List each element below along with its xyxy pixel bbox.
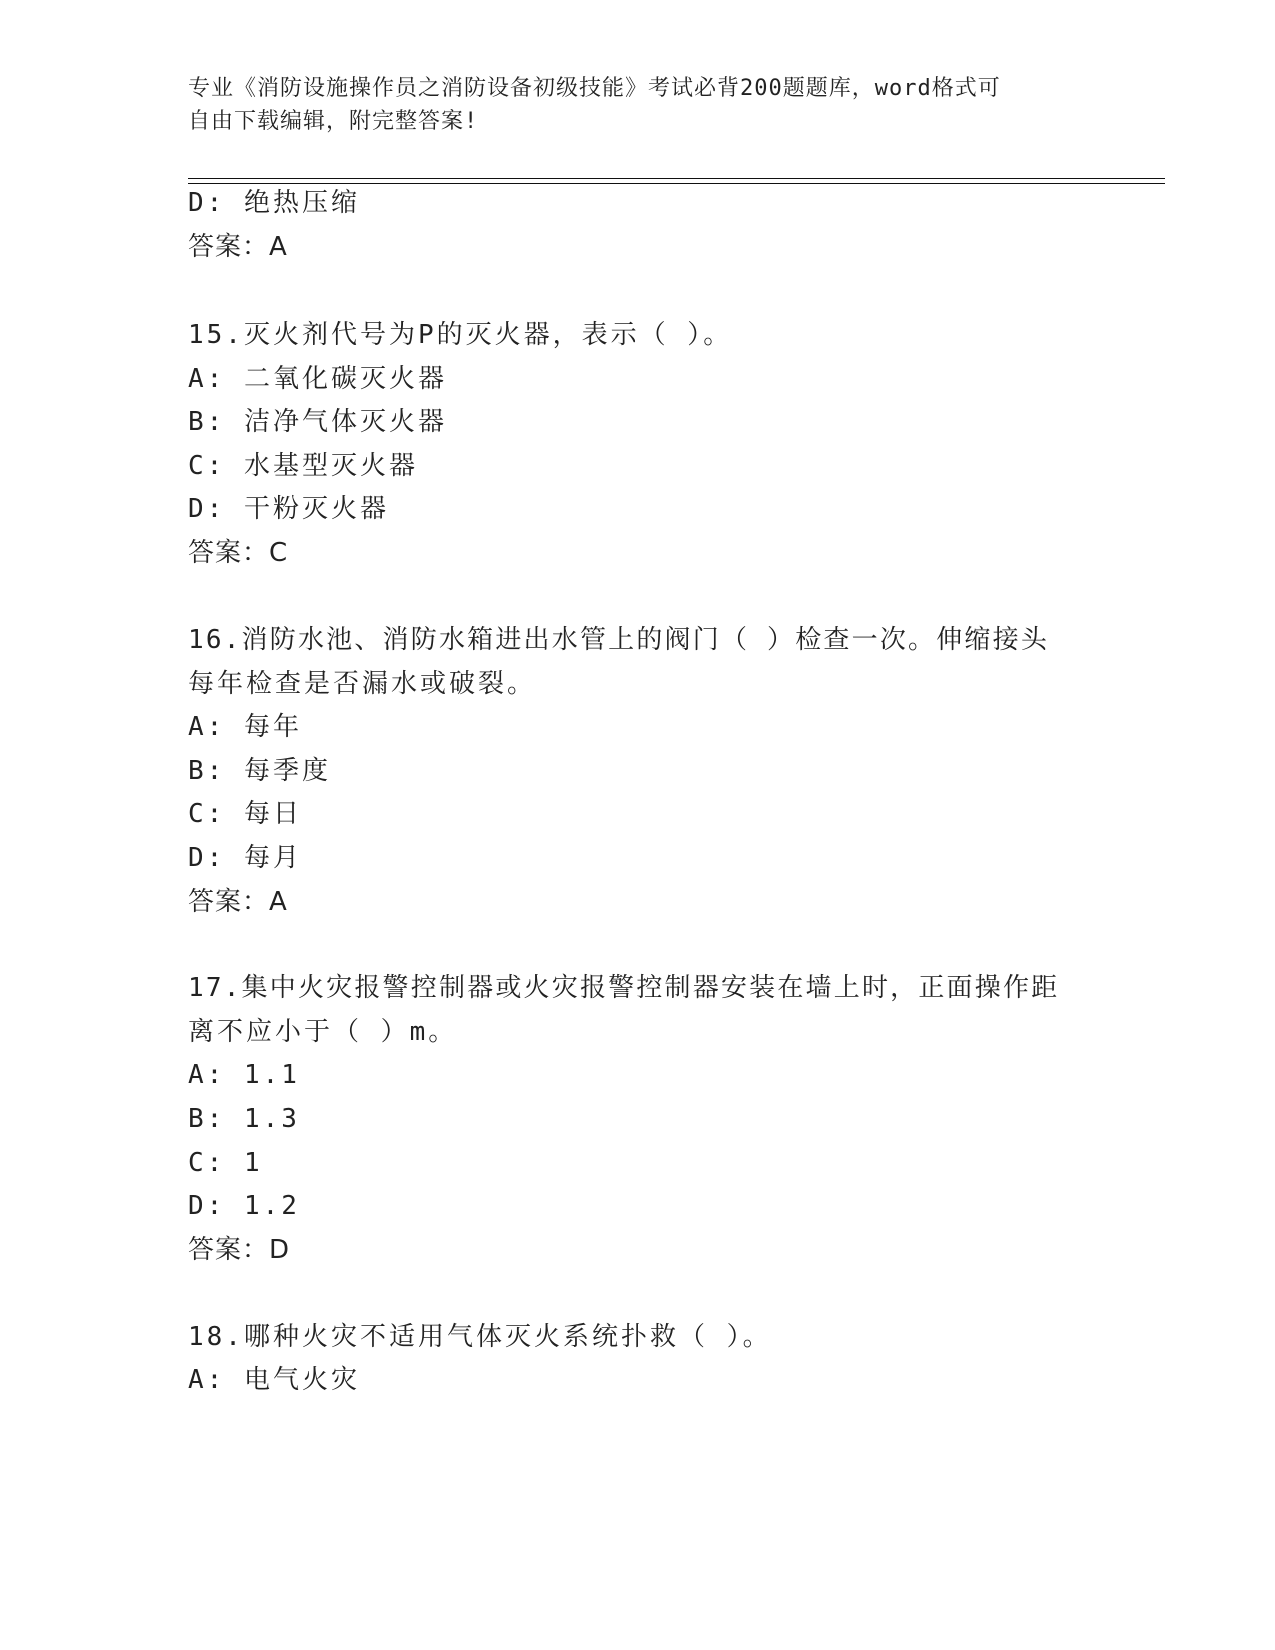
q15-option-b: B: 洁净气体灭火器 — [188, 407, 447, 437]
q16-option-a: A: 每年 — [188, 712, 302, 742]
header-line-1: 专业《消防设施操作员之消防设备初级技能》考试必背200题题库，word格式可 — [188, 76, 1001, 101]
q15-option-d: D: 干粉灭火器 — [188, 494, 389, 524]
q16-question-line-1: 16.消防水池、消防水箱进出水管上的阀门（ ）检查一次。伸缩接头 — [188, 625, 1050, 655]
q17-question-line-1: 17.集中火灾报警控制器或火灾报警控制器安装在墙上时，正面操作距 — [188, 973, 1060, 1003]
q16-option-b: B: 每季度 — [188, 756, 331, 786]
q17-option-a: A: 1.1 — [188, 1060, 300, 1090]
header-line-2: 自由下载编辑，附完整答案! — [188, 109, 479, 134]
q15-option-c: C: 水基型灭火器 — [188, 451, 418, 481]
header-divider-top — [188, 178, 1165, 179]
header-divider-bottom — [188, 183, 1165, 184]
q17-question-line-2: 离不应小于（ ）m。 — [188, 1017, 458, 1047]
q16-option-c: C: 每日 — [188, 799, 302, 829]
q16-option-d: D: 每月 — [188, 843, 302, 873]
q18-question: 18.哪种火灾不适用气体灭火系统扑救（ ）。 — [188, 1322, 772, 1352]
q16-question-line-2: 每年检查是否漏水或破裂。 — [188, 669, 537, 699]
q17-answer: 答案：D — [188, 1235, 291, 1265]
q15-option-a: A: 二氧化碳灭火器 — [188, 364, 447, 394]
q15-answer: 答案：C — [188, 538, 289, 568]
document-header — [188, 72, 1068, 138]
q18-option-a: A: 电气火灾 — [188, 1365, 360, 1395]
q14-answer: 答案：A — [188, 232, 288, 262]
q17-option-c: C: 1 — [188, 1148, 263, 1178]
q14-option-d: D: 绝热压缩 — [188, 188, 360, 218]
q17-option-d: D: 1.2 — [188, 1191, 300, 1221]
q15-question: 15.灭火剂代号为P的灭火器，表示（ ）。 — [188, 320, 733, 350]
q16-answer: 答案：A — [188, 887, 288, 917]
q17-option-b: B: 1.3 — [188, 1104, 300, 1134]
